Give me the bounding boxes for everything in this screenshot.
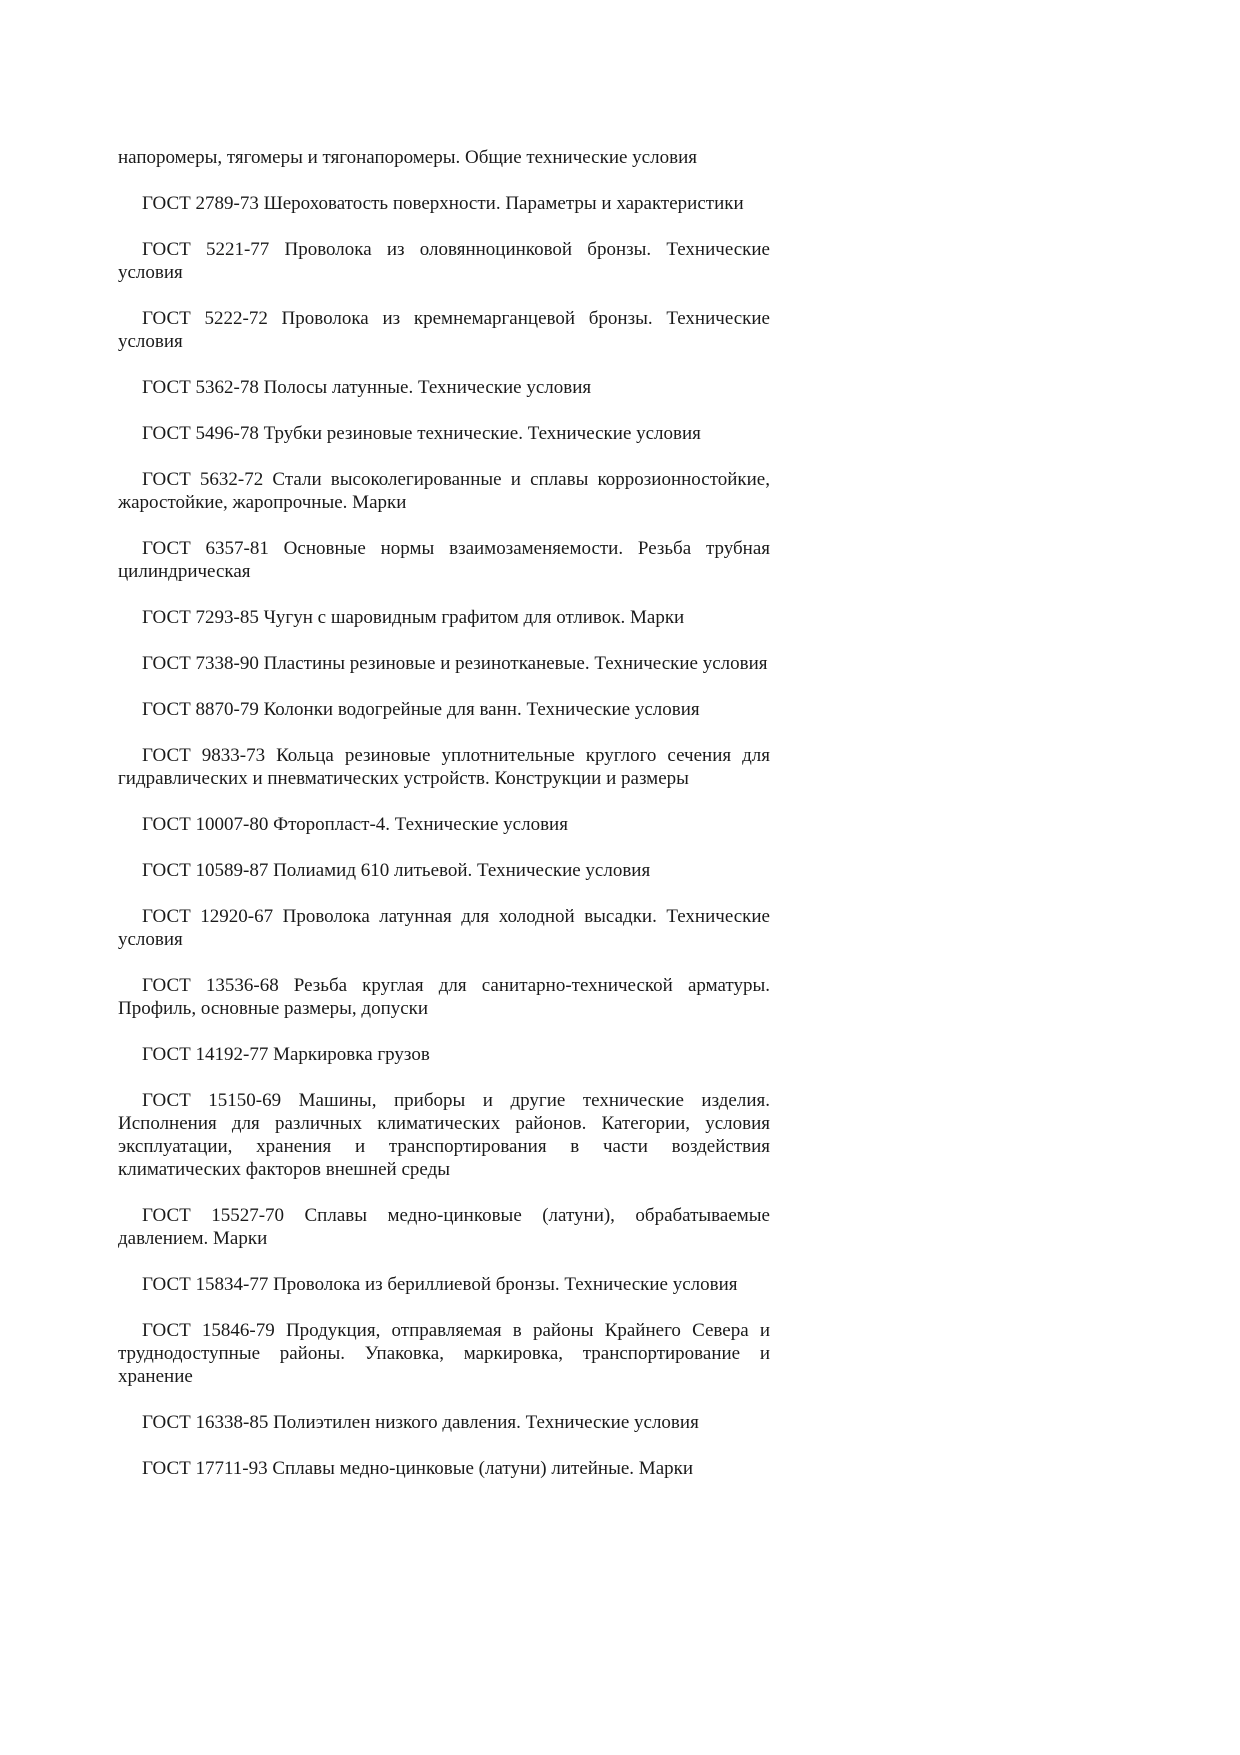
gost-item-12920: ГОСТ 12920-67 Проволока латунная для холодной высадки. Технические условия	[118, 906, 770, 950]
gost-item-13536: ГОСТ 13536-68 Резьба круглая для санитарно-технической арматуры. Профиль, основные размеры, допуски	[118, 975, 770, 1019]
gost-item-15527: ГОСТ 15527-70 Сплавы медно-цинковые (латуни), обрабатываемые давлением. Марки	[118, 1205, 770, 1249]
gost-item-10007: ГОСТ 10007-80 Фторопласт-4. Технические условия	[142, 814, 568, 835]
gost-item-5632: ГОСТ 5632-72 Стали высоколегированные и сплавы коррозионностойкие, жаростойкие, жаропрочные. Марки	[118, 469, 770, 513]
gost-item-7338: ГОСТ 7338-90 Пластины резиновые и резинотканевые. Технические условия	[142, 653, 768, 674]
gost-item-15846: ГОСТ 15846-79 Продукция, отправляемая в районы Крайнего Севера и труднодоступные районы. Упаковка, маркировка, транспортирование и хранение	[118, 1320, 770, 1387]
gost-item-14192: ГОСТ 14192-77 Маркировка грузов	[142, 1044, 430, 1065]
gost-item-5362: ГОСТ 5362-78 Полосы латунные. Технические условия	[142, 377, 592, 398]
gost-item-9833: ГОСТ 9833-73 Кольца резиновые уплотнительные круглого сечения для гидравлических и пневматических устройств. Конструкции и размеры	[118, 745, 770, 789]
gost-item-16338: ГОСТ 16338-85 Полиэтилен низкого давления. Технические условия	[142, 1412, 699, 1433]
gost-item-15834: ГОСТ 15834-77 Проволока из бериллиевой бронзы. Технические условия	[142, 1274, 738, 1295]
document-page	[118, 146, 770, 1503]
gost-item-2789: ГОСТ 2789-73 Шероховатость поверхности. Параметры и характеристики	[142, 193, 744, 214]
gost-item-15150: ГОСТ 15150-69 Машины, приборы и другие технические изделия. Исполнения для различных климатических районов. Категории, условия эксплуатации, хранения и транспортирования в части воздействия климатических факторов внешней среды	[118, 1090, 770, 1180]
gost-item-5222: ГОСТ 5222-72 Проволока из кремнемарганцевой бронзы. Технические условия	[118, 308, 770, 352]
continuation-paragraph: напоромеры, тягомеры и тягонапоромеры. Общие технические условия	[118, 147, 697, 168]
gost-item-17711: ГОСТ 17711-93 Сплавы медно-цинковые (латуни) литейные. Марки	[142, 1458, 694, 1479]
gost-item-5221: ГОСТ 5221-77 Проволока из оловянноцинковой бронзы. Технические условия	[118, 239, 770, 283]
gost-item-5496: ГОСТ 5496-78 Трубки резиновые технические. Технические условия	[142, 423, 701, 444]
gost-item-8870: ГОСТ 8870-79 Колонки водогрейные для ванн. Технические условия	[142, 699, 700, 720]
gost-item-7293: ГОСТ 7293-85 Чугун с шаровидным графитом для отливок. Марки	[142, 607, 685, 628]
gost-item-10589: ГОСТ 10589-87 Полиамид 610 литьевой. Технические условия	[142, 860, 651, 881]
gost-item-6357: ГОСТ 6357-81 Основные нормы взаимозаменяемости. Резьба трубная цилиндрическая	[118, 538, 770, 582]
